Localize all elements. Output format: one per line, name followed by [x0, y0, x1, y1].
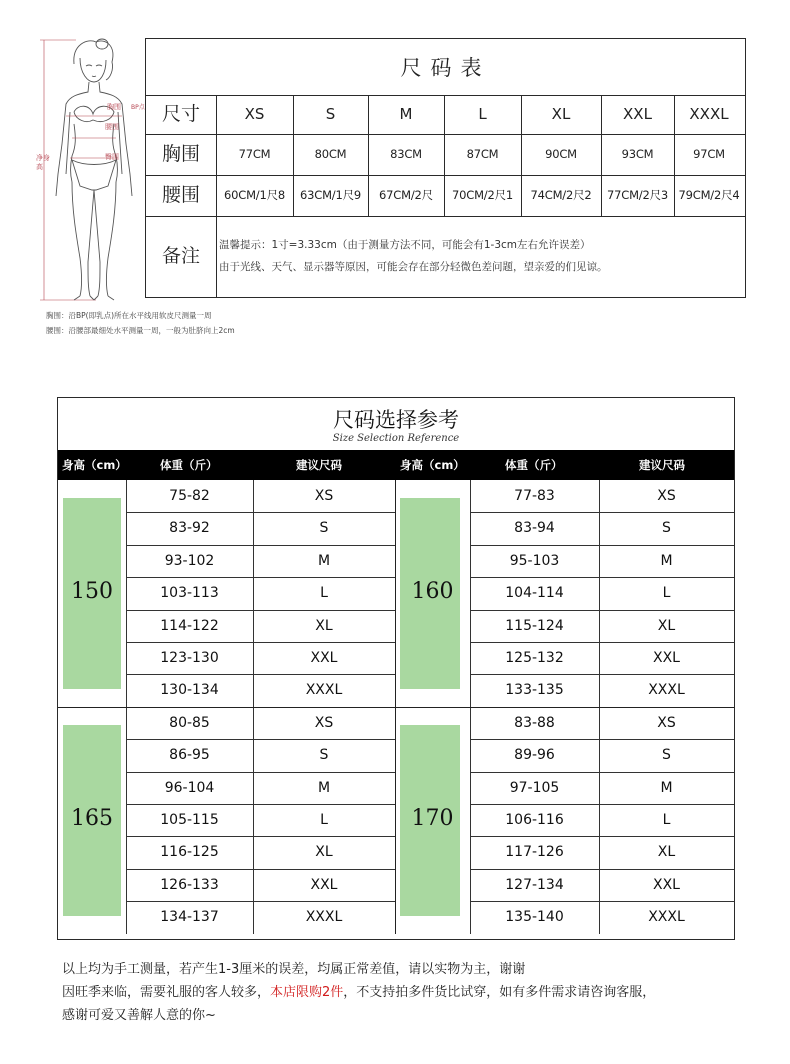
size-m: M — [399, 105, 413, 123]
measure-value: 90CM — [545, 147, 577, 161]
weight-range: 80-85 — [169, 714, 210, 731]
suggested-size: M — [317, 552, 331, 569]
weight-range: 103-113 — [160, 585, 219, 602]
suggested-size: XXL — [653, 876, 680, 893]
footer-line-1: 以上均为手工测量，若产生1-3厘米的误差，均属正常差值，请以实物为主，谢谢 — [62, 962, 526, 977]
footer-line-2 — [62, 981, 655, 1004]
notes-line-1: 温馨提示：1寸=3.33cm（由于测量方法不同，可能会有1-3cm左右允许误差） — [219, 239, 591, 251]
suggested-size: XS — [314, 488, 334, 504]
suggested-size: XS — [657, 714, 676, 731]
size-chart-title: 尺码表 — [400, 56, 491, 80]
weight-range: 106-116 — [505, 812, 564, 828]
size-selection-reference — [57, 397, 735, 940]
footer-notes — [62, 958, 655, 1027]
suggested-size: XS — [314, 714, 334, 731]
weight-range: 126-133 — [160, 876, 219, 893]
suggested-size: XL — [657, 844, 676, 861]
suggested-size: S — [662, 747, 671, 764]
suggested-size: XXXL — [305, 909, 343, 926]
size-header-label: 尺寸 — [161, 103, 200, 125]
weight-range: 134-137 — [160, 909, 219, 926]
suggested-size: L — [320, 585, 328, 602]
header-weight-right: 体重（斤） — [505, 458, 563, 472]
row-label-1: 腰围 — [161, 184, 200, 206]
measure-value: 83CM — [390, 147, 422, 161]
footer-line-2a: 因旺季来临，需要礼服的客人较多， — [62, 985, 271, 1000]
header-weight-left: 体重（斤） — [160, 458, 218, 472]
waist-note: 腰围：沿腰部最细处水平测量一周，一般为肚脐向上2cm — [46, 326, 235, 335]
female-figure-icon — [36, 34, 148, 304]
suggested-size: XL — [657, 617, 676, 634]
measure-value: 70CM/2尺1 — [452, 188, 513, 202]
footer-line-3: 感谢可爱又善解人意的你~ — [62, 1008, 216, 1023]
height-value: 165 — [71, 806, 113, 832]
weight-range: 95-103 — [509, 552, 560, 569]
measure-value: 60CM/1尺8 — [224, 188, 285, 202]
suggested-size: XXL — [653, 650, 680, 666]
size-xs: XS — [244, 105, 265, 123]
weight-range: 117-126 — [505, 844, 564, 861]
measure-value: 97CM — [693, 147, 725, 161]
suggested-size: XL — [315, 844, 333, 861]
bp-label: BP点 — [131, 104, 145, 111]
suggested-size: XL — [315, 617, 333, 634]
measure-value: 77CM — [238, 147, 271, 161]
waist-label: 腰围 — [105, 123, 119, 131]
measurement-notes — [46, 308, 235, 338]
height-value: 160 — [411, 579, 454, 605]
suggested-size: M — [317, 779, 331, 796]
height-value: 170 — [411, 806, 454, 832]
notes-line-2: 由于光线、天气、显示器等原因，可能会存在部分轻微色差问题，望亲爱的们见谅。 — [219, 261, 608, 273]
reference-title: 尺码选择参考 — [333, 408, 459, 432]
suggested-size: L — [662, 585, 671, 602]
row-label-0: 胸围 — [161, 143, 200, 165]
weight-range: 133-135 — [505, 682, 564, 699]
footer-line-2b: ，不支持拍多件货比试穿，如有多件需求请咨询客服， — [343, 985, 656, 1000]
suggested-size: L — [320, 812, 328, 828]
weight-range: 135-140 — [505, 909, 564, 926]
weight-range: 123-130 — [160, 650, 219, 666]
height-value: 150 — [71, 579, 113, 605]
measure-value: 77CM/2尺3 — [607, 188, 668, 202]
suggested-size: M — [660, 552, 673, 569]
body-measurement-figure — [36, 34, 148, 304]
height-label: 净身高 — [36, 154, 50, 171]
notes-label: 备注 — [161, 245, 200, 267]
weight-range: 130-134 — [160, 682, 219, 699]
suggested-size: XXL — [310, 650, 338, 666]
measure-value: 87CM — [466, 147, 499, 161]
weight-range: 93-102 — [164, 552, 215, 569]
suggested-size: M — [660, 779, 673, 796]
size-xl: XL — [551, 105, 571, 123]
suggested-size: XXXL — [648, 682, 685, 699]
weight-range: 114-122 — [160, 617, 219, 634]
measure-value: 93CM — [621, 147, 654, 161]
measure-value: 63CM/1尺9 — [300, 188, 361, 202]
weight-range: 125-132 — [505, 650, 564, 666]
weight-range: 116-125 — [160, 844, 219, 861]
suggested-size: S — [319, 747, 329, 764]
reference-header-row — [58, 450, 734, 480]
size-l: L — [478, 105, 487, 123]
suggested-size: XXXL — [648, 909, 685, 926]
reference-subtitle: Size Selection Reference — [332, 433, 460, 444]
header-size-right: 建议尺码 — [639, 458, 685, 472]
weight-range: 127-134 — [505, 876, 564, 893]
weight-range: 83-94 — [514, 520, 555, 537]
weight-range: 104-114 — [505, 585, 564, 602]
measure-value: 67CM/2尺 — [379, 188, 433, 202]
notes-text — [219, 234, 608, 278]
suggested-size: L — [662, 812, 671, 828]
weight-range: 89-96 — [514, 747, 555, 764]
suggested-size: S — [662, 520, 671, 537]
measure-value: 74CM/2尺2 — [530, 188, 592, 202]
weight-range: 83-92 — [169, 520, 210, 537]
measure-value: 79CM/2尺4 — [678, 188, 740, 202]
weight-range: 83-88 — [514, 714, 555, 731]
suggested-size: S — [319, 520, 329, 537]
size-xxl: XXL — [623, 105, 652, 123]
suggested-size: XXL — [310, 876, 338, 893]
size-xxxl: XXXL — [689, 105, 729, 123]
size-s: S — [325, 105, 336, 123]
weight-range: 77-83 — [514, 488, 555, 504]
bust-label: 胸围 — [107, 103, 121, 111]
measure-value: 80CM — [314, 147, 347, 161]
bust-note: 胸围：沿BP(即乳点)所在水平线用软皮尺测量一周 — [46, 311, 212, 320]
weight-range: 115-124 — [505, 617, 564, 634]
weight-range: 105-115 — [160, 812, 219, 828]
weight-range: 75-82 — [169, 488, 210, 504]
purchase-limit-text: 本店限购2件 — [270, 985, 344, 1000]
suggested-size: XS — [657, 488, 676, 504]
suggested-size: XXXL — [305, 682, 343, 699]
size-chart-table — [145, 38, 746, 298]
hip-label: 臀围 — [105, 153, 119, 161]
header-height-right: 身高（cm） — [400, 458, 465, 472]
weight-range: 96-104 — [164, 779, 215, 796]
weight-range: 86-95 — [169, 747, 210, 764]
header-size-left: 建议尺码 — [296, 458, 342, 472]
header-height-left: 身高（cm） — [62, 458, 127, 472]
weight-range: 97-105 — [509, 779, 560, 796]
